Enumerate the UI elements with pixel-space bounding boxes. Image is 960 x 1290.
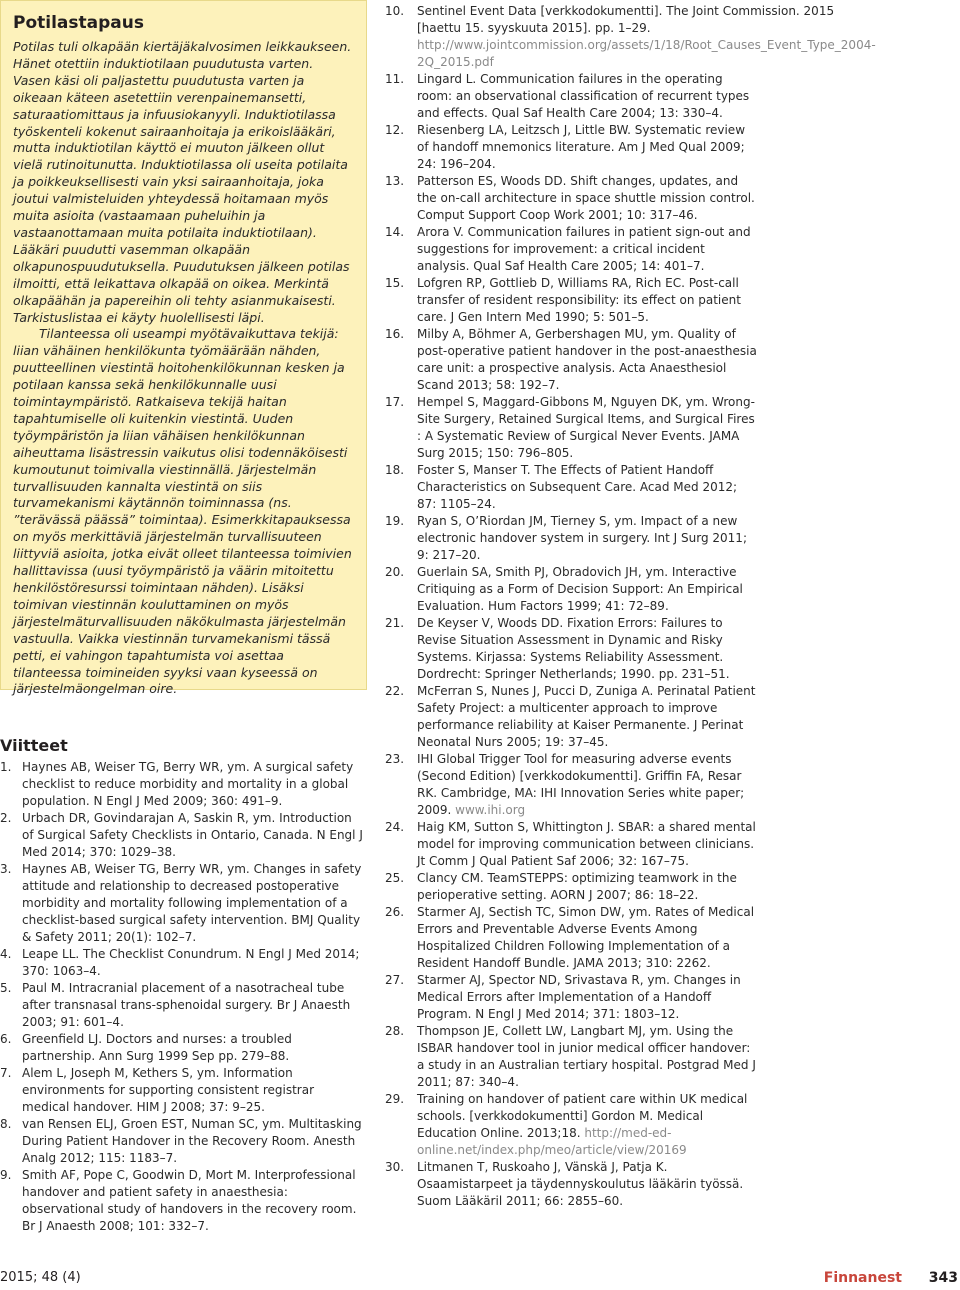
right-column [385,0,960,1210]
reference-number: 25. [385,871,405,885]
reference-item [0,810,370,861]
reference-number: 11. [385,72,405,86]
references-list-right [385,3,960,1210]
reference-number: 4. [0,947,12,961]
reference-number: 8. [0,1117,12,1131]
reference-text [22,1065,364,1116]
reference-item [385,513,960,564]
reference-number: 13. [385,174,405,188]
page-number: 343 [928,1270,958,1286]
reference-body: Alem L, Joseph M, Kethers S, ym. Information environments for supporting consistent registrar medical handover. HIM J 2008; 37: 9–25. [22,1066,315,1114]
reference-item [385,819,960,870]
reference-link[interactable]: http://med-ed-online.net/index.php/meo/article/view/20169 [417,1126,687,1157]
reference-body: Clancy CM. TeamSTEPPS: optimizing teamwork in the perioperative setting. AORN J 2007; 86: 18–22. [417,871,737,902]
references-heading: Viitteet [0,736,68,755]
reference-number: 5. [0,981,12,995]
reference-item [385,615,960,683]
reference-text [22,861,364,946]
reference-body: Patterson ES, Woods DD. Shift changes, updates, and the on-call architecture in space shuttle mission control. Comput Support Coop Work 2001; 10: 317–46. [417,174,755,222]
reference-number: 30. [385,1160,405,1174]
reference-item [0,1167,370,1235]
reference-body: Lofgren RP, Gottlieb D, Williams RA, Rich EC. Post-call transfer of resident responsibility: its effect on patient care. J Gen Intern Med 1990; 5: 501–5. [417,276,741,324]
reference-body: Arora V. Communication failures in patient sign-out and suggestions for improvement: a critical incident analysis. Qual Saf Health Care 2005; 14: 401–7. [417,225,751,273]
reference-item [385,904,960,972]
reference-number: 3. [0,862,12,876]
reference-body: Litmanen T, Ruskoaho J, Vänskä J, Patja K. Osaamistarpeet ja täydennyskoulutus lääkärin työssä. Suom Lääkäril 2011; 66: 2855–60. [417,1160,744,1208]
reference-text [417,71,960,122]
reference-text [417,224,960,275]
reference-text [417,564,960,615]
reference-body: Starmer AJ, Spector ND, Srivastava R, ym. Changes in Medical Errors after Implementation of a Handoff Program. N Engl J Med 2014; 371: 1803–12. [417,973,741,1021]
reference-item [385,3,960,71]
reference-body: Milby A, Böhmer A, Gerbershagen MU, ym. Quality of post-operative patient handover in the post-anaesthesia care unit: a prospective analysis. Acta Anaesthesiol Scand 2013; 58: 192–7. [417,327,757,392]
reference-body: Lingard L. Communication failures in the operating room: an observational classification of recurrent types and effects. Qual Saf Health Care 2004; 13: 330–4. [417,72,750,120]
reference-number: 29. [385,1092,405,1106]
journal-name: Finnanest [823,1270,902,1286]
reference-item [385,71,960,122]
reference-number: 27. [385,973,405,987]
reference-item [0,1116,370,1167]
reference-text [417,3,960,71]
case-study-text [13,39,352,698]
reference-text [22,1116,364,1167]
reference-item [0,946,370,980]
reference-body: Riesenberg LA, Leitzsch J, Little BW. Systematic review of handoff mnemonics literature. Am J Med Qual 2009; 24: 196–204. [417,123,746,171]
reference-item [385,224,960,275]
reference-text [417,173,960,224]
left-column [0,0,370,1235]
reference-number: 18. [385,463,405,477]
reference-text [417,462,960,513]
reference-number: 14. [385,225,405,239]
reference-number: 12. [385,123,405,137]
reference-number: 19. [385,514,405,528]
reference-body: van Rensen ELJ, Groen EST, Numan SC, ym. Multitasking During Patient Handover in the Recovery Room. Anesth Analg 2012; 115: 1183–7. [22,1117,362,1165]
reference-number: 26. [385,905,405,919]
reference-text [22,1031,364,1065]
reference-item [385,326,960,394]
reference-item [0,861,370,946]
reference-item [385,972,960,1023]
reference-text [417,122,960,173]
reference-item [0,759,370,810]
reference-item [385,1159,960,1210]
reference-number: 1. [0,760,12,774]
reference-body: Ryan S, O’Riordan JM, Tierney S, ym. Impact of a new electronic handover system in surgery. Int J Surg 2011; 9: 217–20. [417,514,747,562]
reference-text [22,810,364,861]
reference-item [0,1065,370,1116]
reference-text [22,946,364,980]
reference-text [417,683,960,751]
reference-body: Haig KM, Sutton S, Whittington J. SBAR: a shared mental model for improving communication between clinicians. Jt Comm J Qual Patient Saf 2006; 32: 167–75. [417,820,756,868]
reference-number: 9. [0,1168,12,1182]
reference-text [417,972,960,1023]
reference-number: 21. [385,616,405,630]
case-paragraph-2: Tilanteessa oli useampi myötävaikuttava tekijä: liian vähäinen henkilökunta työmäärään nähden, puutteellinen viestintä hoitohenkilökunnan kesken ja potilaan kanssa sekä henkilökunnalle uusi toimintaympäristö. Ratkaiseva tekijä haitan tapahtumiselle oli kuitenkin viestintä. Uuden työympäristön ja liian vähäisen henkilökunnan aiheuttama lisästressin vaikutus olisi todennäköisesti kumoutunut toimivalla viestinnällä. Järjestelmän turvallisuuden kannalta viestintä on siis turvamekanismi käytännön toiminnassa (ns. ”terävässä päässä” toimintaa). Esimerkkitapauksessa on myös merkittäviä järjestelmän turvallisuuteen liittyviä asioita, jotka eivät olleet tilanteessa toimivien hallittavissa (uusi työympäristö ja väärin mitoitettu henkilöstöresurssi toimintaan nähden). Lisäksi toimivan viestinnän kouluttaminen on myös järjestelmäturvallisuuden näkökulmasta järjestelmän vastuulla. Vaikka viestinnän turvamekanismi tässä petti, ei vahingon tapahtumista voi asettaa tilanteessa toimineiden syyksi vaan kyseessä on järjestelmäongelman oire. [13,326,352,697]
reference-text [22,1167,364,1235]
reference-body: Urbach DR, Govindarajan A, Saskin R, ym. Introduction of Surgical Safety Checklists in Ontario, Canada. N Engl J Med 2014; 370: 1029–38. [22,811,363,859]
reference-text [417,870,960,904]
reference-text [417,819,960,870]
reference-body: Hempel S, Maggard-Gibbons M, Nguyen DK, ym. Wrong-Site Surgery, Retained Surgical Items, and Surgical Fires : A Systematic Review of Surgical Never Events. JAMA Surg 2015; 150: 796–805. [417,395,755,460]
reference-body: Foster S, Manser T. The Effects of Patient Handoff Characteristics on Subsequent Care. Acad Med 2012; 87: 1105–24. [417,463,738,511]
issue-info: 2015; 48 (4) [0,1270,81,1285]
reference-text [417,751,960,819]
reference-text [417,615,960,683]
reference-item [385,462,960,513]
reference-text [417,394,960,462]
reference-item [385,394,960,462]
reference-body: Sentinel Event Data [verkkodokumentti]. The Joint Commission. 2015 [haettu 15. syyskuuta 2015]. pp. 1–29. [417,4,835,35]
reference-text [22,759,364,810]
reference-item [385,751,960,819]
reference-number: 24. [385,820,405,834]
reference-number: 22. [385,684,405,698]
reference-text [417,326,960,394]
case-paragraph-1: Potilas tuli olkapään kiertäjäkalvosimen leikkaukseen. Hänet otettiin induktiotilaan puudutusta varten. Vasen käsi oli paljastettu puudutusta varten ja oikeaan käteen asetettiin verenpainemansetti, saturaatiomittaus ja infuusiokanyyli. Induktiotilassa työskenteli kokenut sairaanhoitaja ja erikoislääkäri, mutta induktiotilan käyttö ei muuton jälkeen ollut vielä rutinoitunutta. Induktiotilassa oli useita potilaita ja poikkeuksellisesti vain yksi sairaanhoitaja, joka joutui valmisteluiden yhteydessä hoitamaan myös muita asioita (vastaamaan puheluihin ja vastaanottamaan muita potilaita induktiotilaan). Lääkäri puudutti vasemman olkapään olkapunospuudutuksella. Puudutuksen jälkeen potilas ilmoitti, että leikattava olkapää on oikea. Merkintä olkapäähän ja papereihin oli tehty asianmukaisesti. Tarkistuslistaa ei käyty huolellisesti läpi. [13,39,352,325]
reference-item [385,122,960,173]
reference-number: 6. [0,1032,12,1046]
reference-link[interactable]: http://www.jointcommission.org/assets/1/18/Root_Causes_Event_Type_2004-2Q_2015.pdf [417,38,876,69]
reference-item [385,1091,960,1159]
reference-item [385,870,960,904]
reference-body: Haynes AB, Weiser TG, Berry WR, ym. Changes in safety attitude and relationship to decreased postoperative morbidity and mortality following implementation of a checklist-based surgical safety intervention. BMJ Quality & Safety 2011; 20(1): 102–7. [22,862,362,944]
reference-number: 10. [385,4,405,18]
reference-body: Leape LL. The Checklist Conundrum. N Engl J Med 2014; 370: 1063–4. [22,947,360,978]
reference-text [417,1091,960,1159]
reference-number: 15. [385,276,405,290]
reference-body: McFerran S, Nunes J, Pucci D, Zuniga A. Perinatal Patient Safety Project: a multicenter approach to improve performance reliability at Kaiser Permanente. J Perinat Neonatal Nurs 2005; 19: 37–45. [417,684,756,749]
reference-text [417,1023,960,1091]
reference-body: De Keyser V, Woods DD. Fixation Errors: Failures to Revise Situation Assessment in Dynamic and Risky Systems. Kirjassa: Systems Reliability Assessment. Dordrecht: Springer Netherlands; 1990. pp. 231–51. [417,616,730,681]
reference-number: 7. [0,1066,12,1080]
case-study-title: Potilastapaus [13,13,144,33]
reference-text [417,275,960,326]
reference-body: Training on handover of patient care within UK medical schools. [verkkodokumentti] Gordon M. Medical Education Online. 2013;18. [417,1092,748,1140]
reference-text [22,980,364,1031]
reference-body: Thompson JE, Collett LW, Langbart MJ, ym. Using the ISBAR handover tool in junior medical officer handover: a study in an Australian tertiary hospital. Postgrad Med J 2011; 87: 340–4. [417,1024,756,1089]
reference-item [385,275,960,326]
reference-number: 17. [385,395,405,409]
reference-body: Haynes AB, Weiser TG, Berry WR, ym. A surgical safety checklist to reduce morbidity and mortality in a global population. N Engl J Med 2009; 360: 491–9. [22,760,354,808]
reference-item [385,1023,960,1091]
references-list-left [0,759,370,1235]
case-study-box [0,0,367,697]
reference-body: IHI Global Trigger Tool for measuring adverse events (Second Edition) [verkkodokumentti]. Griffin FA, Resar RK. Cambridge, MA: IHI Innovation Series white paper; 2009. [417,752,745,817]
reference-body: Guerlain SA, Smith PJ, Obradovich JH, ym. Interactive Critiquing as a Form of Decision Support: An Empirical Evaluation. Hum Factors 1999; 41: 72–89. [417,565,743,613]
reference-body: Greenfield LJ. Doctors and nurses: a troubled partnership. Ann Surg 1999 Sep pp. 279–88. [22,1032,292,1063]
reference-number: 23. [385,752,405,766]
reference-item [0,980,370,1031]
reference-body: Smith AF, Pope C, Goodwin D, Mort M. Interprofessional handover and patient safety in anaesthesia: observational study of handovers in the recovery room. Br J Anaesth 2008; 101: 332–7. [22,1168,357,1233]
reference-body: Paul M. Intracranial placement of a nasotracheal tube after transnasal trans-sphenoidal surgery. Br J Anaesth 2003; 91: 601–4. [22,981,351,1029]
reference-number: 28. [385,1024,405,1038]
reference-link[interactable]: www.ihi.org [455,803,526,817]
reference-body: Starmer AJ, Sectish TC, Simon DW, ym. Rates of Medical Errors and Preventable Adverse Events Among Hospitalized Children Following Implementation of a Resident Handoff Bundle. JAMA 2013; 310: 2262. [417,905,755,970]
reference-item [385,173,960,224]
reference-text [417,904,960,972]
reference-number: 2. [0,811,12,825]
reference-item [385,564,960,615]
reference-text [417,1159,960,1210]
reference-number: 20. [385,565,405,579]
reference-item [0,1031,370,1065]
reference-item [385,683,960,751]
reference-number: 16. [385,327,405,341]
reference-text [417,513,960,564]
